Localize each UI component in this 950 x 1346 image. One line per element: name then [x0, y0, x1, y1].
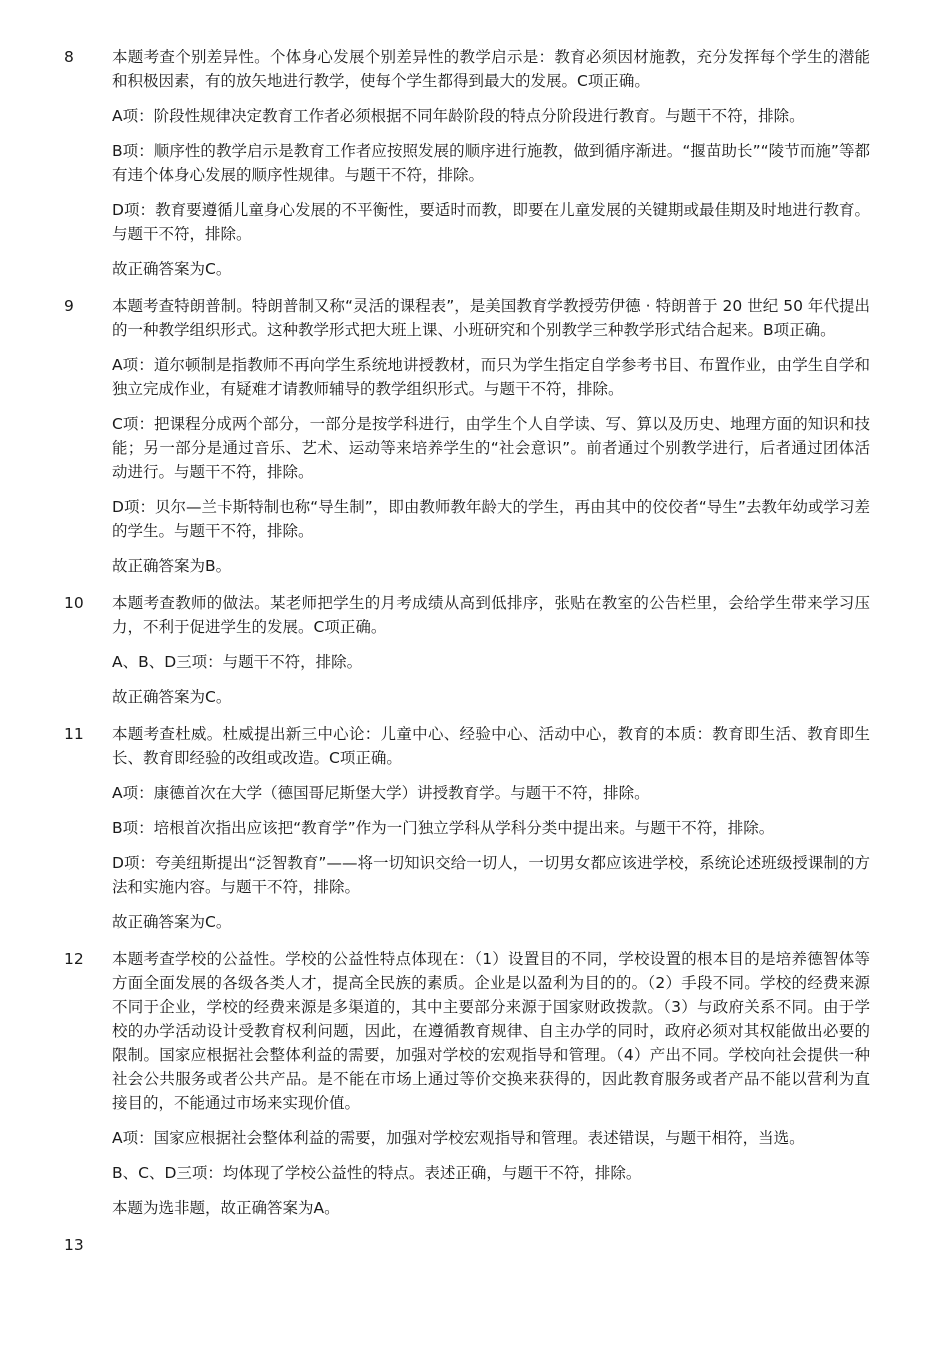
explanation-paragraph: A、B、D三项：与题干不符，排除。: [112, 653, 363, 671]
explanation-paragraph: 故正确答案为B。: [112, 557, 232, 575]
explanation-paragraph: A项：国家应根据社会整体利益的需要，加强对学校宏观指导和管理。表述错误，与题干相符，当选。: [112, 1129, 805, 1147]
question-number: 8: [64, 48, 74, 66]
question-number: 12: [64, 950, 84, 968]
question-explanation: [112, 591, 870, 709]
explanation-paragraph: A项：阶段性规律决定教育工作者必须根据不同年龄阶段的特点分阶段进行教育。与题干不符，排除。: [112, 107, 805, 125]
question-explanation: [112, 294, 870, 578]
explanation-paragraph: 故正确答案为C。: [112, 913, 232, 931]
explanation-paragraph: 本题为选非题，故正确答案为A。: [112, 1199, 340, 1217]
explanation-paragraph: A项：康德首次在大学（德国哥尼斯堡大学）讲授教育学。与题干不符，排除。: [112, 784, 650, 802]
explanation-paragraph: D项：贝尔—兰卡斯特制也称“导生制”，即由教师教年龄大的学生，再由其中的佼佼者“导生”去教年幼或学习差的学生。与题干不符，排除。: [112, 498, 870, 540]
question-explanation: [112, 722, 870, 934]
explanation-paragraph: B项：培根首次指出应该把“教育学”作为一门独立学科从学科分类中提出来。与题干不符，排除。: [112, 819, 775, 837]
question-block: [64, 947, 870, 1220]
question-explanation: [112, 45, 870, 281]
explanation-paragraph: B项：顺序性的教学启示是教育工作者应按照发展的顺序进行施教，做到循序渐进。“揠苗助长”“陵节而施”等都有违个体身心发展的顺序性规律。与题干不符，排除。: [112, 142, 870, 184]
question-number: 9: [64, 297, 74, 315]
explanation-paragraph: C项：把课程分成两个部分，一部分是按学科进行，由学生个人自学读、写、算以及历史、地理方面的知识和技能；另一部分是通过音乐、艺术、运动等来培养学生的“社会意识”。前者通过个别教学进行，后者通过团体活动进行。与题干不符，排除。: [112, 415, 870, 481]
question-block: [64, 591, 870, 709]
question-number: 11: [64, 725, 84, 743]
explanation-paragraph: B、C、D三项：均体现了学校公益性的特点。表述正确，与题干不符，排除。: [112, 1164, 642, 1182]
question-block: [64, 45, 870, 281]
explanation-paragraph: 本题考查杜威。杜威提出新三中心论：儿童中心、经验中心、活动中心，教育的本质：教育即生活、教育即生长、教育即经验的改组或改造。C项正确。: [112, 725, 870, 767]
question-number: 10: [64, 594, 84, 612]
explanation-paragraph: 本题考查个别差异性。个体身心发展个别差异性的教学启示是：教育必须因材施教，充分发挥每个学生的潜能和积极因素，有的放矢地进行教学，使每个学生都得到最大的发展。C项正确。: [112, 48, 870, 90]
explanation-paragraph: 故正确答案为C。: [112, 688, 232, 706]
question-block: [64, 722, 870, 934]
question-explanation: [112, 947, 870, 1220]
question-list: [64, 45, 870, 1257]
explanation-paragraph: 本题考查教师的做法。某老师把学生的月考成绩从高到低排序，张贴在教室的公告栏里，会给学生带来学习压力，不利于促进学生的发展。C项正确。: [112, 594, 870, 636]
explanation-paragraph: 本题考查特朗普制。特朗普制又称“灵活的课程表”，是美国教育学教授劳伊德 · 特朗普于 20 世纪 50 年代提出的一种教学组织形式。这种教学形式把大班上课、小班研究和个别教学三种教学形式结合起来。B项正确。: [112, 297, 870, 339]
explanation-paragraph: A项：道尔顿制是指教师不再向学生系统地讲授教材，而只为学生指定自学参考书目、布置作业，由学生自学和独立完成作业，有疑难才请教师辅导的教学组织形式。与题干不符，排除。: [112, 356, 870, 398]
question-block: [64, 294, 870, 578]
explanation-paragraph: 故正确答案为C。: [112, 260, 232, 278]
explanation-paragraph: D项：夸美纽斯提出“泛智教育”——将一切知识交给一切人，一切男女都应该进学校，系统论述班级授课制的方法和实施内容。与题干不符，排除。: [112, 854, 870, 896]
explanation-paragraph: 本题考查学校的公益性。学校的公益性特点体现在：（1）设置目的不同，学校设置的根本目的是培养德智体等方面全面发展的各级各类人才，提高全民族的素质。企业是以盈利为目的的。（2）手段不同。学校的经费来源不同于企业，学校的经费来源是多渠道的，其中主要部分来源于国家财政拨款。（3）与政府关系不同。由于学校的办学活动设计受教育权利问题，因此，在遵循教育规律、自主办学的同时，政府必须对其权能做出必要的限制。国家应根据社会整体利益的需要，加强对学校的宏观指导和管理。（4）产出不同。学校向社会提供一种社会公共服务或者公共产品。是不能在市场上通过等价交换来获得的，因此教育服务或者产品不能以营利为直接目的，不能通过市场来实现价值。: [112, 950, 870, 1112]
question-number: 13: [64, 1236, 84, 1254]
explanation-paragraph: D项：教育要遵循儿童身心发展的不平衡性，要适时而教，即要在儿童发展的关键期或最佳期及时地进行教育。与题干不符，排除。: [112, 201, 870, 243]
question-block: [64, 1233, 870, 1257]
